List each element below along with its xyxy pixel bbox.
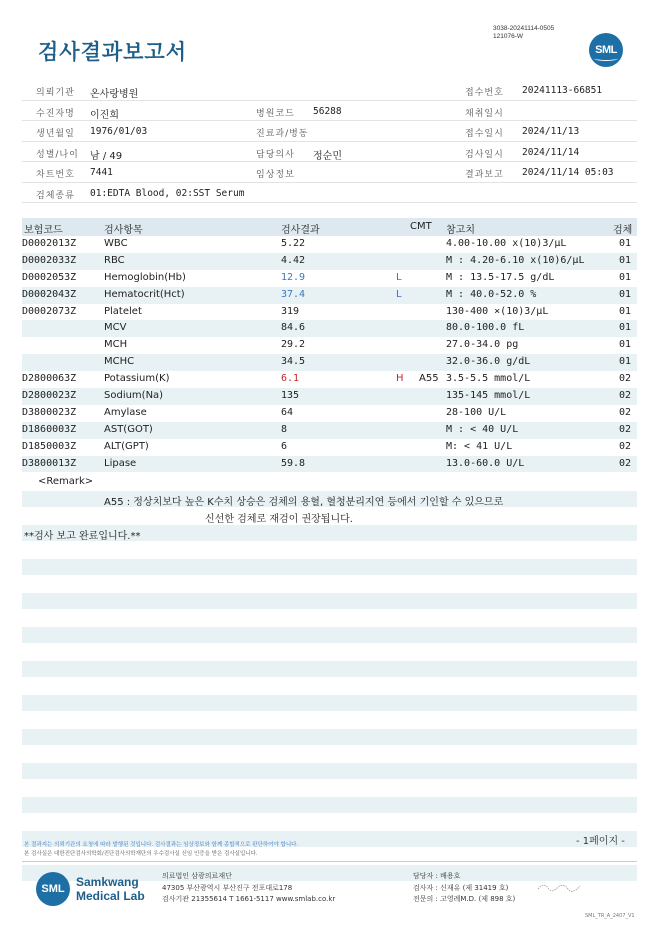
cell-result: 4.42 <box>281 254 306 266</box>
footer-note2: 본 검사실은 대한진단검사의학회/진단검사의학재단의 우수검사실 신임 인증을 받은 검사실입니다. <box>24 851 258 857</box>
blank-row <box>22 763 637 779</box>
cell-ref: 13.0-60.0 U/L <box>446 457 525 469</box>
cell-flag: L <box>396 288 402 300</box>
table-row <box>22 456 637 473</box>
cell-item: Hematocrit(Hct) <box>104 288 185 300</box>
cell-item: Platelet <box>104 305 142 317</box>
cell-code: D2800023Z <box>22 390 77 402</box>
col-code-header: 보험코드 <box>24 225 63 236</box>
staff-examiner: 검사자 : 신재유 (제 31419 호) <box>413 883 509 892</box>
info-row-chart <box>22 162 637 183</box>
receipt-no-value: 20241113-66851 <box>522 85 603 96</box>
remark-heading: <Remark> <box>38 476 94 487</box>
cell-item: WBC <box>104 238 128 249</box>
cell-spec: 02 <box>619 373 632 385</box>
info-row-sex-age <box>22 142 637 163</box>
receipt-no-label: 접수번호 <box>465 88 504 98</box>
table-row <box>22 405 637 422</box>
cell-flag: H <box>396 373 404 385</box>
report-code <box>493 25 554 41</box>
cell-ref: 27.0-34.0 pg <box>446 339 519 351</box>
report-complete-note: **검사 보고 완료입니다.** <box>24 531 141 542</box>
col-ref-header: 참고치 <box>446 225 475 236</box>
cell-code: D1860003Z <box>22 423 77 435</box>
col-result-header: 검사결과 <box>281 225 320 236</box>
info-row-dob <box>22 121 637 142</box>
cell-ref: 130-400 ×(10)3/μL <box>446 305 549 317</box>
footer-org-info <box>162 871 335 906</box>
table-row <box>22 287 637 304</box>
collect-label: 채취일시 <box>465 108 504 119</box>
signature-icon <box>536 880 586 894</box>
page-title: 검사결과보고서 <box>38 40 188 64</box>
cell-result: 8 <box>281 423 288 435</box>
cell-code: D1850003Z <box>22 440 77 452</box>
cell-item: AST(GOT) <box>104 423 153 435</box>
brand-line1: Samkwang <box>76 875 139 889</box>
receipt-date-label: 접수일시 <box>465 129 504 139</box>
cell-result: 64 <box>281 406 294 418</box>
table-row <box>22 354 637 371</box>
cell-result: 29.2 <box>281 339 306 351</box>
cell-result: 6 <box>281 440 288 452</box>
cell-ref: M : 13.5-17.5 g/dL <box>446 271 555 283</box>
footer-divider <box>22 861 637 862</box>
doctor-value: 정순민 <box>313 150 342 162</box>
sex-age-value: 남 / 49 <box>90 150 123 162</box>
cell-result: 37.4 <box>281 288 306 300</box>
cell-item: MCV <box>104 322 127 334</box>
cell-spec: 01 <box>619 322 632 334</box>
cell-spec: 01 <box>619 271 632 283</box>
report-code-line1: 3038-20241114-0505 <box>493 25 555 32</box>
cell-spec: 02 <box>619 406 632 418</box>
table-row <box>22 371 637 388</box>
col-cmt-header: CMT <box>410 221 432 232</box>
sex-age-label: 성별/나이 <box>36 149 79 160</box>
patient-label: 수진자명 <box>36 108 75 119</box>
cell-item: Amylase <box>104 406 147 418</box>
specimen-label: 검체종류 <box>36 190 75 201</box>
cell-item: RBC <box>104 254 125 266</box>
cell-spec: 01 <box>619 356 632 368</box>
blank-row <box>22 729 637 745</box>
cell-item: Hemoglobin(Hb) <box>104 271 186 283</box>
cell-ref: M : < 40 U/L <box>446 423 519 435</box>
info-row-specimen <box>22 183 637 204</box>
table-row <box>22 304 637 321</box>
blank-row <box>22 627 637 643</box>
footer-brand <box>76 875 145 903</box>
hosp-code-label: 병원코드 <box>256 108 295 119</box>
blank-row <box>22 695 637 711</box>
results-table-header <box>22 218 637 236</box>
cell-code: D0002013Z <box>22 238 77 249</box>
cell-cmt: A55 <box>419 373 439 385</box>
cell-result: 84.6 <box>281 322 306 334</box>
form-code: SML_TR_A_2407_V1 <box>585 913 635 919</box>
hospital-value: 온사랑병원 <box>90 89 139 100</box>
clinical-label: 임상정보 <box>256 170 295 180</box>
cell-spec: 02 <box>619 423 632 435</box>
cell-item: MCH <box>104 339 128 351</box>
blank-row <box>22 661 637 677</box>
col-item-header: 검사항목 <box>104 225 143 236</box>
blank-row <box>22 593 637 609</box>
test-date-label: 검사일시 <box>465 149 504 160</box>
chart-value: 7441 <box>90 167 113 178</box>
cell-spec: 01 <box>619 254 632 266</box>
cell-code: D0002033Z <box>22 254 77 266</box>
report-code-line2: 121076-W <box>493 33 523 40</box>
cell-item: ALT(GPT) <box>104 440 149 452</box>
info-row-patient <box>22 101 637 122</box>
cell-item: MCHC <box>104 356 135 368</box>
cell-ref: M: < 41 U/L <box>446 440 513 452</box>
hosp-code-value: 56288 <box>313 105 342 117</box>
cell-item: Lipase <box>104 457 137 469</box>
org-contact: 검사기관 21355614 T 1661-5117 www.smlab.co.kr <box>162 895 336 903</box>
cell-result: 135 <box>281 390 300 402</box>
dept-label: 진료과/병동 <box>256 129 309 139</box>
footer-sml-logo: SML <box>36 872 70 906</box>
org-name: 의료법인 삼광의료재단 <box>162 872 232 880</box>
receipt-date-value: 2024/11/13 <box>522 126 580 137</box>
specimen-value: 01:EDTA Blood, 02:SST Serum <box>90 187 245 199</box>
cell-result: 34.5 <box>281 356 306 368</box>
cell-code: D3800023Z <box>22 406 77 418</box>
table-row <box>22 270 637 287</box>
cell-item: Sodium(Na) <box>104 390 164 402</box>
dob-value: 1976/01/03 <box>90 126 148 137</box>
dob-label: 생년월일 <box>36 129 75 139</box>
cell-result: 59.8 <box>281 457 306 469</box>
cell-code: D0002073Z <box>22 305 77 317</box>
hospital-label: 의뢰기관 <box>36 88 75 98</box>
cell-ref: 3.5-5.5 mmol/L <box>446 373 531 385</box>
cell-ref: 28-100 U/L <box>446 406 507 418</box>
report-value: 2024/11/14 05:03 <box>522 167 614 178</box>
table-row <box>22 388 637 405</box>
cell-result: 5.22 <box>281 238 306 249</box>
blank-row <box>22 797 637 813</box>
cell-ref: 4.00-10.00 x(10)3/μL <box>446 238 567 249</box>
cell-spec: 02 <box>619 390 632 402</box>
staff-manager: 담당자 : 배용호 <box>413 872 461 880</box>
info-row-hospital <box>22 80 637 101</box>
cell-ref: 135-145 mmol/L <box>446 390 531 402</box>
table-row <box>22 439 637 456</box>
cell-spec: 01 <box>619 305 632 317</box>
cell-spec: 01 <box>619 238 632 249</box>
cell-spec: 01 <box>619 288 632 300</box>
report-label: 결과보고 <box>465 170 504 180</box>
cell-result: 319 <box>281 305 300 317</box>
cell-result: 12.9 <box>281 271 306 283</box>
cell-spec: 01 <box>619 339 632 351</box>
sml-logo: SML <box>589 33 623 67</box>
remark-line2: 신선한 검체로 재검이 권장됩니다. <box>205 514 353 525</box>
test-date-value: 2024/11/14 <box>522 146 580 158</box>
doctor-label: 담당의사 <box>256 149 295 160</box>
table-row <box>22 422 637 439</box>
cell-code: D2800063Z <box>22 373 77 385</box>
col-spec-header: 검체 <box>613 225 633 236</box>
cell-ref: 80.0-100.0 fL <box>446 322 525 334</box>
cell-ref: 32.0-36.0 g/dL <box>446 356 531 368</box>
cell-code: D0002053Z <box>22 271 77 283</box>
table-row <box>22 337 637 354</box>
cell-code: D0002043Z <box>22 288 77 300</box>
org-address: 47305 부산광역시 부산진구 전포대로178 <box>162 883 293 892</box>
cell-spec: 02 <box>619 440 632 452</box>
cell-spec: 02 <box>619 457 632 469</box>
staff-specialist: 전문의 : 고영례M.D. (제 898 호) <box>413 895 516 903</box>
table-row <box>22 253 637 270</box>
table-row <box>22 320 637 337</box>
cell-ref: M : 40.0-52.0 % <box>446 288 537 300</box>
footer-staff <box>413 871 515 906</box>
results-table-body <box>22 236 637 472</box>
cell-item: Potassium(K) <box>104 373 170 385</box>
cell-code: D3800013Z <box>22 457 77 469</box>
cell-ref: M : 4.20-6.10 x(10)6/μL <box>446 254 585 266</box>
patient-info <box>22 80 637 203</box>
remark-line1: A55 : 정상치보다 높은 K수치 상승은 검체의 용혈, 혈청분리지연 등에서 기인할 수 있으므로 <box>104 497 504 508</box>
table-row <box>22 236 637 253</box>
patient-value: 이진희 <box>90 109 119 121</box>
cell-result: 6.1 <box>281 373 300 385</box>
cell-flag: L <box>396 271 402 283</box>
chart-label: 차트번호 <box>36 170 75 180</box>
page-number: - 1페이지 - <box>576 836 625 847</box>
brand-line2: Medical Lab <box>76 889 145 903</box>
footer-note1: 본 결과지는 의뢰기관의 요청에 따라 발행된 것입니다. 검사결과는 임상정보와 함께 종합적으로 판단하여야 합니다. <box>24 842 299 848</box>
blank-row <box>22 559 637 575</box>
